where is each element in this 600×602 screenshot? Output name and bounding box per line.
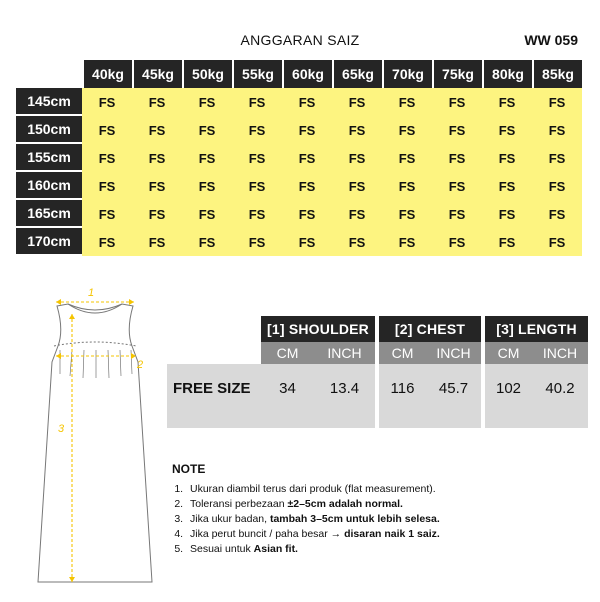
chest-cm-value: 116 [375, 364, 426, 412]
unit-inch: INCH [314, 342, 375, 364]
size-cell: FS [132, 88, 182, 116]
size-cell: FS [282, 228, 332, 256]
note-emphasis: tambah 3–5cm untuk lebih selesa. [269, 513, 440, 525]
length-inch-value: 40.2 [532, 364, 588, 412]
size-cell: FS [332, 200, 382, 228]
size-cell: FS [432, 228, 482, 256]
note-emphasis: disaran naik 1 saiz. [344, 528, 440, 540]
size-cell: FS [532, 172, 582, 200]
size-cell: FS [132, 228, 182, 256]
size-chart-title: ANGGARAN SAIZ [240, 32, 360, 48]
size-cell: FS [382, 172, 432, 200]
chest-header: [2] CHEST [375, 316, 481, 342]
size-cell: FS [232, 88, 282, 116]
size-cell: FS [482, 88, 532, 116]
weight-header: 65kg [332, 60, 382, 88]
size-cell: FS [532, 116, 582, 144]
measure-corner [167, 316, 261, 342]
size-cell: FS [182, 88, 232, 116]
weight-header: 85kg [532, 60, 582, 88]
size-cell: FS [382, 228, 432, 256]
table-padding [167, 412, 261, 428]
weight-header: 70kg [382, 60, 432, 88]
note-emphasis: ±2–5cm adalah normal. [287, 498, 403, 510]
height-header: 165cm [16, 200, 82, 228]
notes-title: NOTE [172, 462, 206, 476]
size-cell: FS [232, 144, 282, 172]
size-cell: FS [232, 172, 282, 200]
size-cell: FS [132, 172, 182, 200]
measure-corner-2 [167, 342, 261, 364]
size-cell: FS [82, 228, 132, 256]
size-cell: FS [282, 116, 332, 144]
size-label: FREE SIZE [167, 364, 261, 412]
size-cell: FS [482, 200, 532, 228]
size-cell: FS [132, 116, 182, 144]
note-item [186, 528, 582, 540]
shoulder-inch-value: 13.4 [314, 364, 375, 412]
weight-header: 40kg [82, 60, 132, 88]
size-cell: FS [82, 116, 132, 144]
size-cell: FS [382, 116, 432, 144]
size-cell: FS [332, 144, 382, 172]
size-cell: FS [532, 88, 582, 116]
size-cell: FS [432, 200, 482, 228]
note-text: Jika ukur badan, [190, 513, 270, 525]
note-emphasis: Asian fit. [253, 543, 298, 555]
size-cell: FS [432, 172, 482, 200]
grid-corner [16, 60, 82, 88]
notes-list [172, 483, 582, 555]
weight-header: 75kg [432, 60, 482, 88]
size-cell: FS [532, 144, 582, 172]
table-padding [375, 412, 426, 428]
size-cell: FS [382, 88, 432, 116]
size-cell: FS [182, 116, 232, 144]
height-header: 170cm [16, 228, 82, 256]
measurement-table [167, 316, 588, 428]
size-cell: FS [82, 200, 132, 228]
unit-inch: INCH [532, 342, 588, 364]
size-grid [16, 60, 582, 256]
size-cell: FS [232, 200, 282, 228]
chest-inch-value: 45.7 [426, 364, 481, 412]
weight-header: 60kg [282, 60, 332, 88]
size-cell: FS [332, 88, 382, 116]
table-padding [532, 412, 588, 428]
size-cell: FS [432, 116, 482, 144]
size-cell: FS [82, 172, 132, 200]
size-cell: FS [332, 172, 382, 200]
product-code: WW 059 [524, 32, 578, 48]
size-cell: FS [232, 228, 282, 256]
size-cell: FS [282, 88, 332, 116]
measure-label-3: 3 [58, 423, 65, 435]
unit-cm: CM [375, 342, 426, 364]
note-item [186, 498, 582, 510]
size-cell: FS [132, 200, 182, 228]
height-header: 150cm [16, 116, 82, 144]
weight-header: 50kg [182, 60, 232, 88]
table-padding [261, 412, 314, 428]
size-cell: FS [482, 172, 532, 200]
length-header: [3] LENGTH [481, 316, 588, 342]
size-cell: FS [382, 144, 432, 172]
size-cell: FS [132, 144, 182, 172]
size-cell: FS [182, 144, 232, 172]
weight-header: 80kg [482, 60, 532, 88]
notes-section [172, 462, 582, 558]
note-text: Sesuai untuk [190, 543, 254, 555]
table-padding [314, 412, 375, 428]
size-cell: FS [282, 172, 332, 200]
size-cell: FS [382, 200, 432, 228]
size-cell: FS [532, 200, 582, 228]
size-cell: FS [332, 116, 382, 144]
size-cell: FS [82, 144, 132, 172]
size-cell: FS [482, 116, 532, 144]
shoulder-cm-value: 34 [261, 364, 314, 412]
table-padding [481, 412, 532, 428]
size-cell: FS [232, 116, 282, 144]
height-header: 155cm [16, 144, 82, 172]
weight-header: 55kg [232, 60, 282, 88]
size-cell: FS [82, 88, 132, 116]
length-cm-value: 102 [481, 364, 532, 412]
height-header: 160cm [16, 172, 82, 200]
measure-label-2: 2 [137, 359, 144, 371]
size-cell: FS [482, 228, 532, 256]
size-cell: FS [282, 144, 332, 172]
size-cell: FS [432, 88, 482, 116]
dress-illustration [20, 282, 170, 602]
size-cell: FS [182, 228, 232, 256]
measure-label-1: 1 [88, 287, 95, 299]
note-item [186, 543, 582, 555]
note-text: Toleransi perbezaan [190, 498, 288, 510]
note-text: Jika perut buncit / paha besar → [190, 528, 345, 540]
height-header: 145cm [16, 88, 82, 116]
size-cell: FS [182, 172, 232, 200]
note-text: Ukuran diambil terus dari produk (flat measurement). [190, 483, 436, 495]
size-cell: FS [482, 144, 532, 172]
size-cell: FS [532, 228, 582, 256]
unit-inch: INCH [426, 342, 481, 364]
note-item [186, 513, 582, 525]
shoulder-header: [1] SHOULDER [261, 316, 375, 342]
note-item [186, 483, 582, 495]
size-cell: FS [432, 144, 482, 172]
size-cell: FS [332, 228, 382, 256]
table-padding [426, 412, 481, 428]
size-cell: FS [182, 200, 232, 228]
size-cell: FS [282, 200, 332, 228]
unit-cm: CM [261, 342, 314, 364]
unit-cm: CM [481, 342, 532, 364]
weight-header: 45kg [132, 60, 182, 88]
